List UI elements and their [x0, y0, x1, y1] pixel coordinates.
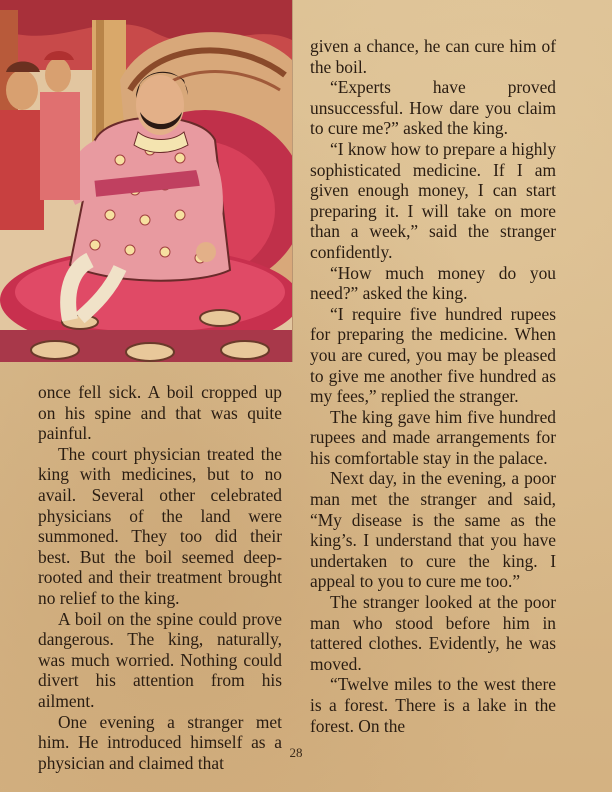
left-paragraph-2: The court physician treated the king with medicines, but to no avail. Several other celebrated physicians of the land were summoned. They too did their best. But the boil seemed deep-rooted and their treatment brought no relief to the king. [38, 443, 282, 608]
left-paragraph-1: once fell sick. A boil cropped up on his spine and that was quite painful. [38, 382, 282, 444]
king-court-illustration [0, 0, 293, 362]
illustration-svg [0, 0, 292, 362]
right-paragraph-4: “How much money do you need?” asked the king. [310, 262, 556, 304]
page-number: 28 [289, 745, 303, 760]
right-text-column [310, 36, 556, 736]
right-paragraph-5: “I require five hundred rupees for preparing the medicine. When you are cured, you may be pleased to give me another five hundred as my fees,” replied the stranger. [310, 303, 556, 407]
right-paragraph-8: The stranger looked at the poor man who stood before him in tattered clothes. Evidently, he was moved. [310, 592, 556, 674]
right-paragraph-1: given a chance, he can cure him of the boil. [310, 36, 556, 77]
right-paragraph-6: The king gave him five hundred rupees and made arrangements for his comfortable stay in the palace. [310, 406, 556, 468]
left-paragraph-3: A boil on the spine could prove dangerous. The king, naturally, was much worried. Nothing could divert his attention from his ailment. [38, 608, 282, 711]
right-paragraph-3: “I know how to prepare a highly sophisticated medicine. If I am given enough money, I can start preparing it. I will take on more than a week,” said the stranger confidently. [310, 138, 557, 262]
left-text-column [38, 382, 282, 773]
right-paragraph-2: “Experts have proved unsuccessful. How dare you claim to cure me?” asked the king. [310, 77, 556, 139]
left-paragraph-4: One evening a stranger met him. He introduced himself as a physician and claimed that [38, 711, 282, 773]
right-paragraph-7: Next day, in the evening, a poor man met the stranger and said, “My disease is the same as the king’s. I understand that you have undertaken to cure the king. I appeal to you to cure me too.” [310, 468, 556, 592]
right-paragraph-9: “Twelve miles to the west there is a forest. There is a lake in the forest. On the [310, 674, 556, 736]
